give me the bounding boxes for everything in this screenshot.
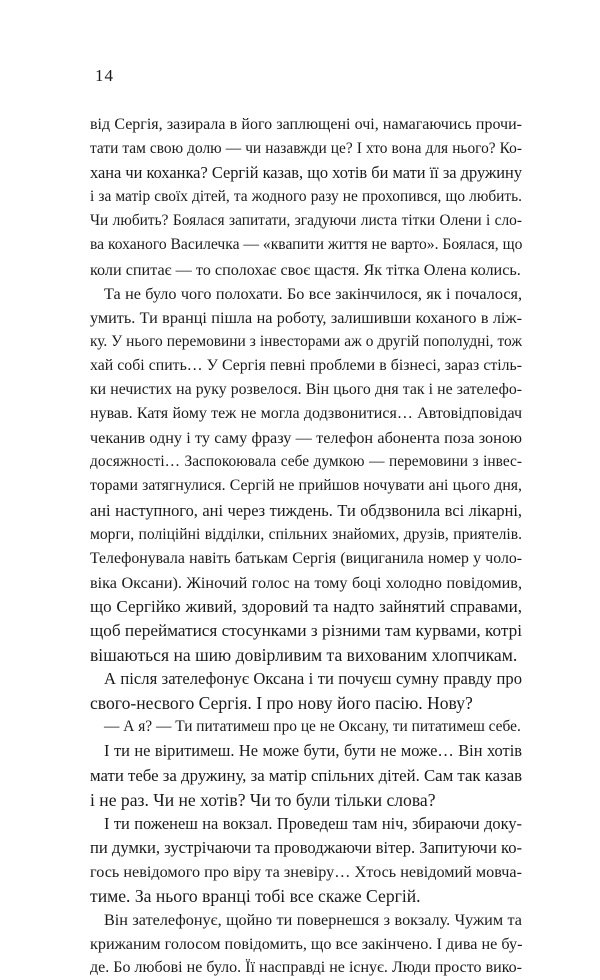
text-line: крижаним голосом повідомить, що все закінчено. І дива не бу- [90,935,523,954]
text-line: від Сергія, зазирала в його заплющені очі, намагаючись прочи- [90,116,522,133]
text-line: ані наступного, ані через тиждень. Ти обдзвонила всі лікарні, [90,500,522,520]
text-line: де. Бо любові не було. Її насправді не існує. Люди просто вико- [90,959,522,977]
text-line: Телефонувала навіть батькам Сергія (вициганила номер у чоло- [90,549,522,567]
text-line: і не раз. Чи не хотів? Чи то були тільки слова? [90,789,436,810]
text-line: що Сергійко живий, здоровий та надто зайнятий справами, [90,596,522,616]
text-line: віка Оксани). Жіночий голос на тому боці холодно повідомив, [90,573,522,592]
text-line: А після зателефонує Оксана і ти почуєш сумну правду про [104,669,522,689]
text-line: нував. Катя йому теж не могла додзвонитися… Автовідповідач [90,405,522,423]
text-line: хай собі спить… У Сергія певні проблеми в бізнесі, зараз стіль- [90,356,522,374]
text-line: Чи любить? Боялася запитати, згадуючи листа тітки Олени і сло- [90,212,522,230]
text-line: І ти не віритимеш. Не може бути, бути не може… Він хотів [104,741,522,761]
page-number: 14 [95,66,114,85]
text-line: ку. У нього перемовини з інвесторами аж о другій пополудні, тож [90,332,522,350]
text-line: хана чи коханка? Сергій казав, що хотів би мати її за дружину [90,163,523,183]
text-line: тиме. За нього вранці тобі все скаже Сергій. [90,886,421,906]
text-line: вішаються на шию довірливим та вихованим хлопчикам. [90,645,518,666]
text-line: щоб перейматися стосунками з різними там курвами, котрі [90,620,522,640]
text-line: пи думки, зустрічаючи та проводжаючи вітер. Запитуючи ко- [90,837,523,857]
text-line: свого-несвого Сергія. І про нову його пасію. Нову? [90,693,473,714]
text-line: Та не було чого полохати. Бо все закінчилося, як і почалося, [104,284,522,303]
text-line: досяжності… Заспокоювала себе думкою — перемовини з інвес- [90,453,522,471]
text-line: мати тебе за дружину, за матір спільних дітей. Сам так казав [90,765,523,785]
text-line: — А я? — Ти питатимеш про це не Оксану, ти питатимеш себе. [104,718,521,736]
text-line: тати там свою долю — чи назавжди це? І хто вона для нього? Ко- [90,140,522,158]
text-line: морги, поліційні відділки, спільних знайомих, друзів, приятелів. [90,525,522,543]
text-line: торами затягнулися. Сергій не прийшов ночувати ані цього дня, [90,477,522,495]
text-line: і за матір своїх дітей, та жодного разу не прохопився, що любить. [90,188,522,206]
text-line: Він зателефонує, щойно ти повернешся з вокзалу. Чужим та [104,911,522,930]
text-line: умить. Ти вранці пішла на роботу, залишивши коханого в ліж- [90,308,522,327]
text-line: чеканив одну і ту саму фразу — телефон абонента поза зоною [90,429,522,448]
text-line: коли спитає — то сполохає своє щастя. Як тітка Олена колись. [90,260,521,279]
text-line: І ти поженеш на вокзал. Проведеш там ніч, збираючи доку- [104,813,522,833]
text-line: гось невідомого про віру та зневіру… Хтось невідомий мовча- [90,862,522,881]
body-text [90,113,522,980]
text-line: ки нечистих на руку розвелося. Він цього дня так і не зателефо- [90,381,522,399]
text-line: ва коханого Василечка — «квапити життя не варто». Боялася, що [90,236,523,254]
